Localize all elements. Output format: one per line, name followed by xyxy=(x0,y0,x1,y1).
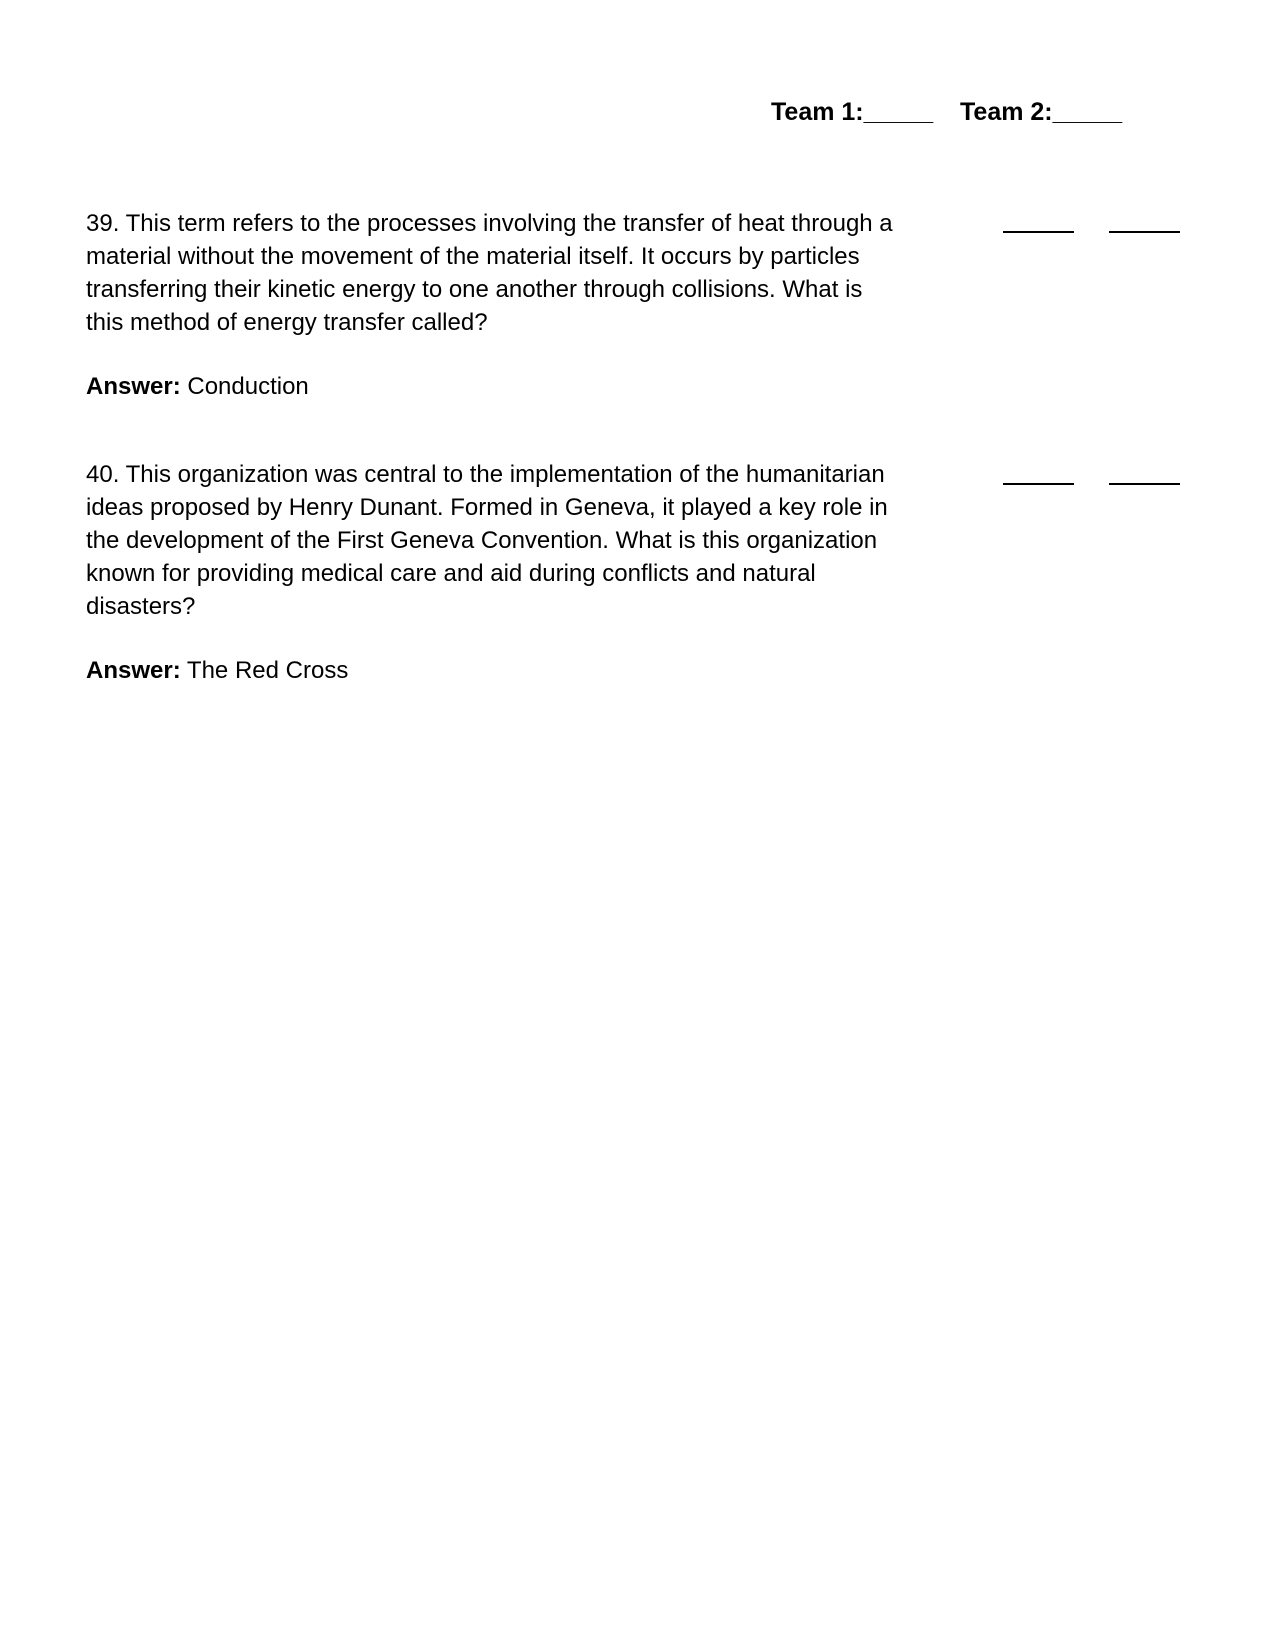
answer-label: Answer: xyxy=(86,657,181,684)
answer-value: Conduction xyxy=(187,373,309,400)
team-2-score-label: Team 2:_____ xyxy=(960,98,1123,126)
answer-line xyxy=(86,370,906,403)
answer-value: The Red Cross xyxy=(186,657,349,684)
team-1-score-blank xyxy=(1003,483,1074,485)
question-text: 39. This term refers to the processes involving the transfer of heat through a material without the movement of the material itself. It occurs by particles transferring their kinetic energy to one another through collisions. What is this method of energy transfer called? xyxy=(86,210,893,336)
answer-line xyxy=(86,654,906,687)
question-40 xyxy=(86,458,906,687)
team-score-header xyxy=(0,98,1275,134)
team-1-score-label: Team 1:_____ xyxy=(771,98,934,126)
team-1-score-blank xyxy=(1003,231,1074,233)
question-text: 40. This organization was central to the implementation of the humanitarian ideas proposed by Henry Dunant. Formed in Geneva, it played a key role in the development of the First Geneva Convention. What is this organization known for providing medical care and aid during conflicts and natural disasters? xyxy=(86,461,888,620)
answer-label: Answer: xyxy=(86,373,181,400)
team-2-score-blank xyxy=(1109,231,1180,233)
question-39 xyxy=(86,207,906,403)
team-2-score-blank xyxy=(1109,483,1180,485)
